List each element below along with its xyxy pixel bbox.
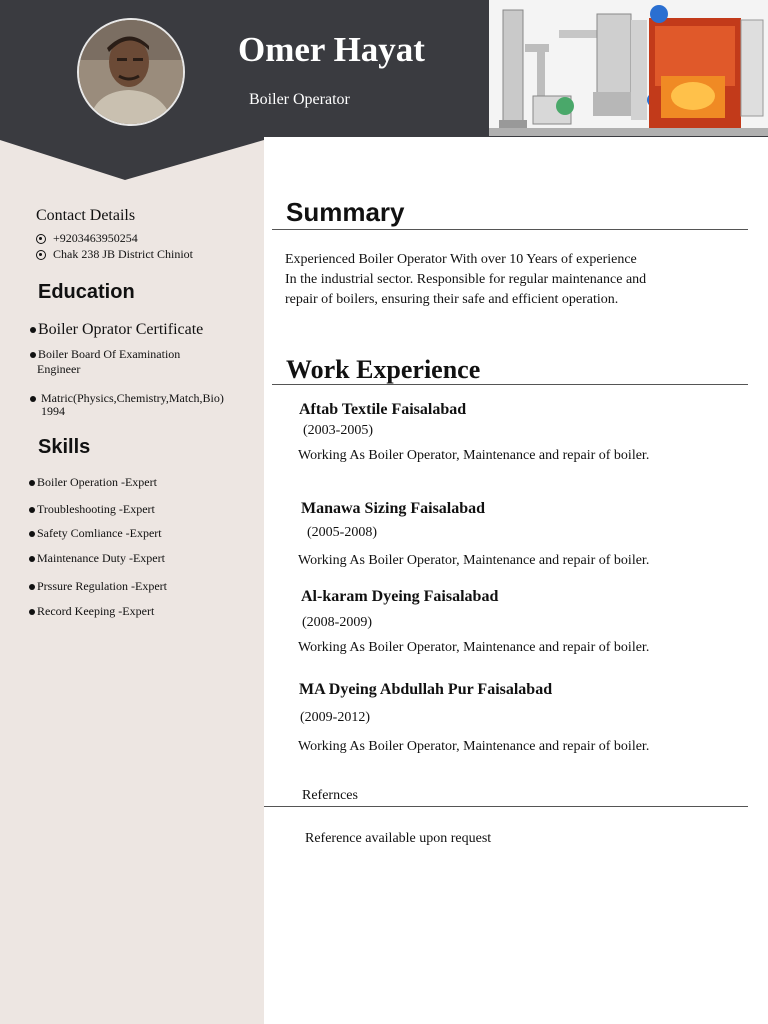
location-icon [36, 250, 46, 260]
skill-item: Record Keeping -Expert [29, 604, 154, 619]
bullet-icon [30, 352, 36, 358]
skill-item: Troubleshooting -Expert [29, 502, 155, 517]
job-period: (2009-2012) [300, 710, 370, 725]
skill-item: Prssure Regulation -Expert [29, 579, 167, 594]
contact-heading: Contact Details [36, 207, 136, 224]
bullet-icon [29, 531, 35, 537]
summary-heading: Summary [286, 197, 405, 227]
job-period: (2003-2005) [303, 423, 373, 438]
bullet-icon [29, 480, 35, 486]
job-company: Manawa Sizing Faisalabad [301, 500, 486, 517]
bullet-icon [29, 507, 35, 513]
summary-line: In the industrial sector. Responsible for regular maintenance and [285, 272, 647, 287]
education-item-continued: 1994 [41, 404, 65, 418]
education-item: Boiler Oprator Certificate [30, 321, 203, 339]
education-item: Boiler Board Of Examination [30, 347, 180, 362]
education-item: Matric(Physics,Chemistry,Match,Bio) [30, 391, 224, 406]
contact-address: Chak 238 JB District Chiniot [53, 247, 194, 261]
work-experience-heading: Work Experience [286, 355, 481, 384]
contact-address-row [36, 247, 193, 262]
job-company: MA Dyeing Abdullah Pur Faisalabad [299, 681, 553, 698]
header-chevron [0, 136, 264, 182]
candidate-name: Omer Hayat [238, 30, 425, 69]
skill-item: Safety Comliance -Expert [29, 526, 162, 541]
phone-icon [36, 234, 46, 244]
bullet-icon [29, 609, 35, 615]
job-period: (2008-2009) [302, 615, 372, 630]
references-text: Reference available upon request [305, 831, 492, 846]
job-period: (2005-2008) [307, 525, 377, 540]
contact-phone-row [36, 231, 138, 246]
references-heading: Refernces [302, 788, 358, 803]
bullet-icon [30, 327, 36, 333]
job-description: Working As Boiler Operator, Maintenance and repair of boiler. [298, 739, 650, 754]
contact-phone: +9203463950254 [53, 231, 138, 245]
job-company: Aftab Textile Faisalabad [299, 401, 467, 418]
job-description: Working As Boiler Operator, Maintenance and repair of boiler. [298, 553, 650, 568]
bullet-icon [29, 556, 35, 562]
job-company: Al-karam Dyeing Faisalabad [301, 588, 499, 605]
references-divider [264, 806, 748, 807]
candidate-role: Boiler Operator [249, 91, 350, 108]
bullet-icon [30, 396, 36, 402]
boiler-diagram-image [489, 0, 768, 136]
work-experience-divider [272, 384, 748, 385]
skill-item: Maintenance Duty -Expert [29, 551, 165, 566]
job-description: Working As Boiler Operator, Maintenance and repair of boiler. [298, 448, 650, 463]
summary-divider [272, 229, 748, 230]
summary-line: Experienced Boiler Operator With over 10 Years of experience [285, 252, 637, 267]
skill-item: Boiler Operation -Expert [29, 475, 157, 490]
education-heading: Education [38, 281, 135, 303]
education-item-continued: Engineer [37, 362, 81, 376]
summary-line: repair of boilers, ensuring their safe and efficient operation. [285, 292, 619, 307]
skills-heading: Skills [38, 436, 91, 458]
job-description: Working As Boiler Operator, Maintenance and repair of boiler. [298, 640, 650, 655]
bullet-icon [29, 584, 35, 590]
profile-photo [77, 18, 185, 126]
